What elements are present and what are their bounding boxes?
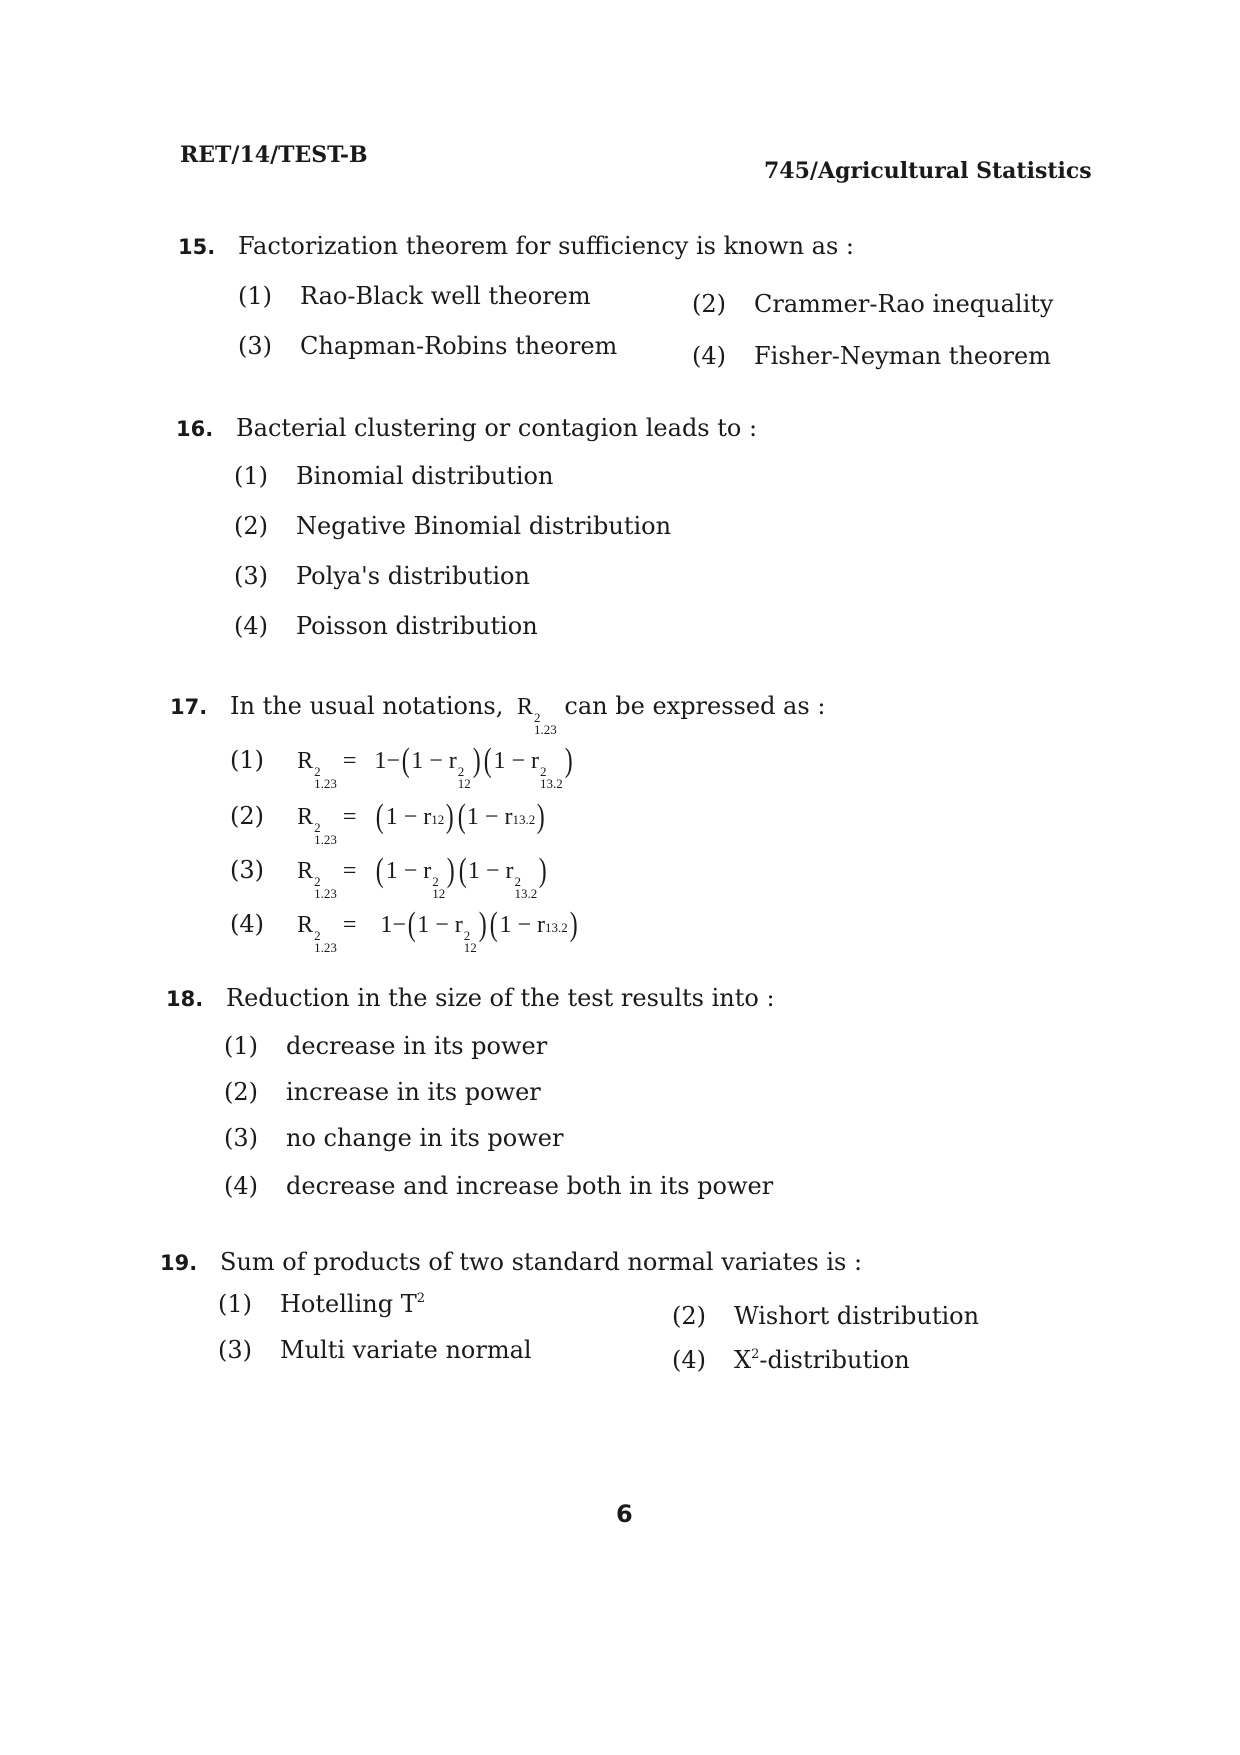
formula-2: R 2 1.23 = (1 − r12)(1 − r13.2) bbox=[297, 798, 545, 848]
option-4: (4) Poisson distribution bbox=[234, 612, 538, 640]
exam-code: RET/14/TEST-B bbox=[180, 142, 368, 168]
option-3: (3) no change in its power bbox=[224, 1124, 564, 1152]
r-squared-symbol: R 2 1.23 bbox=[511, 694, 557, 738]
formula-1: R 2 1.23 = 1−(1 − r 2 12 )(1 − r 2 13.2 ) bbox=[297, 742, 573, 792]
option-3: (3) Chapman-Robins theorem bbox=[238, 332, 618, 360]
option-2: (2) increase in its power bbox=[224, 1078, 541, 1106]
question-text: Factorization theorem for sufficiency is known as : bbox=[238, 232, 855, 260]
option-number: (2) bbox=[230, 802, 264, 830]
option-4 bbox=[230, 906, 579, 955]
option-2: (2) Negative Binomial distribution bbox=[234, 512, 672, 540]
question-number: 19. bbox=[160, 1251, 198, 1275]
option-4: (4) Fisher-Neyman theorem bbox=[692, 342, 1051, 370]
question-text: Reduction in the size of the test results into : bbox=[226, 984, 775, 1012]
option-1: (1) decrease in its power bbox=[224, 1032, 548, 1060]
option-number: (4) bbox=[230, 910, 264, 938]
option-2: (2) Crammer-Rao inequality bbox=[692, 290, 1054, 318]
question-text: Bacterial clustering or contagion leads to : bbox=[236, 414, 758, 442]
page-number: 6 bbox=[616, 1500, 633, 1528]
option-3: (3) Multi variate normal bbox=[218, 1336, 532, 1364]
question-text-after: can be expressed as : bbox=[564, 692, 826, 720]
option-1: (1) Rao-Black well theorem bbox=[238, 282, 591, 310]
question-number: 18. bbox=[166, 987, 204, 1011]
question-number: 17. bbox=[170, 695, 208, 719]
question-text-before: In the usual notations, bbox=[230, 692, 504, 720]
question-number: 16. bbox=[176, 417, 214, 441]
option-1 bbox=[230, 742, 574, 791]
question-number: 15. bbox=[178, 235, 216, 259]
option-2 bbox=[230, 798, 547, 847]
question-text: Sum of products of two standard normal variates is : bbox=[220, 1248, 863, 1276]
subject-title: 745/Agricultural Statistics bbox=[764, 158, 1092, 184]
formula-3: R 2 1.23 = (1 − r 2 12 )(1 − r 2 13.2 ) bbox=[297, 852, 547, 902]
formula-4: R 2 1.23 = 1−(1 − r 2 12 )(1 − r13.2) bbox=[297, 906, 578, 956]
option-1: (1) Binomial distribution bbox=[234, 462, 554, 490]
option-4: (4) $X^2$-distribution bbox=[672, 1346, 910, 1374]
option-number: (3) bbox=[230, 856, 264, 884]
option-3 bbox=[230, 852, 549, 901]
option-3: (3) Polya's distribution bbox=[234, 562, 530, 590]
option-2: (2) Wishort distribution bbox=[672, 1302, 980, 1330]
option-number: (1) bbox=[230, 746, 264, 774]
option-1: (1) Hotelling $T^2$ bbox=[218, 1290, 425, 1318]
option-4: (4) decrease and increase both in its power bbox=[224, 1172, 774, 1200]
